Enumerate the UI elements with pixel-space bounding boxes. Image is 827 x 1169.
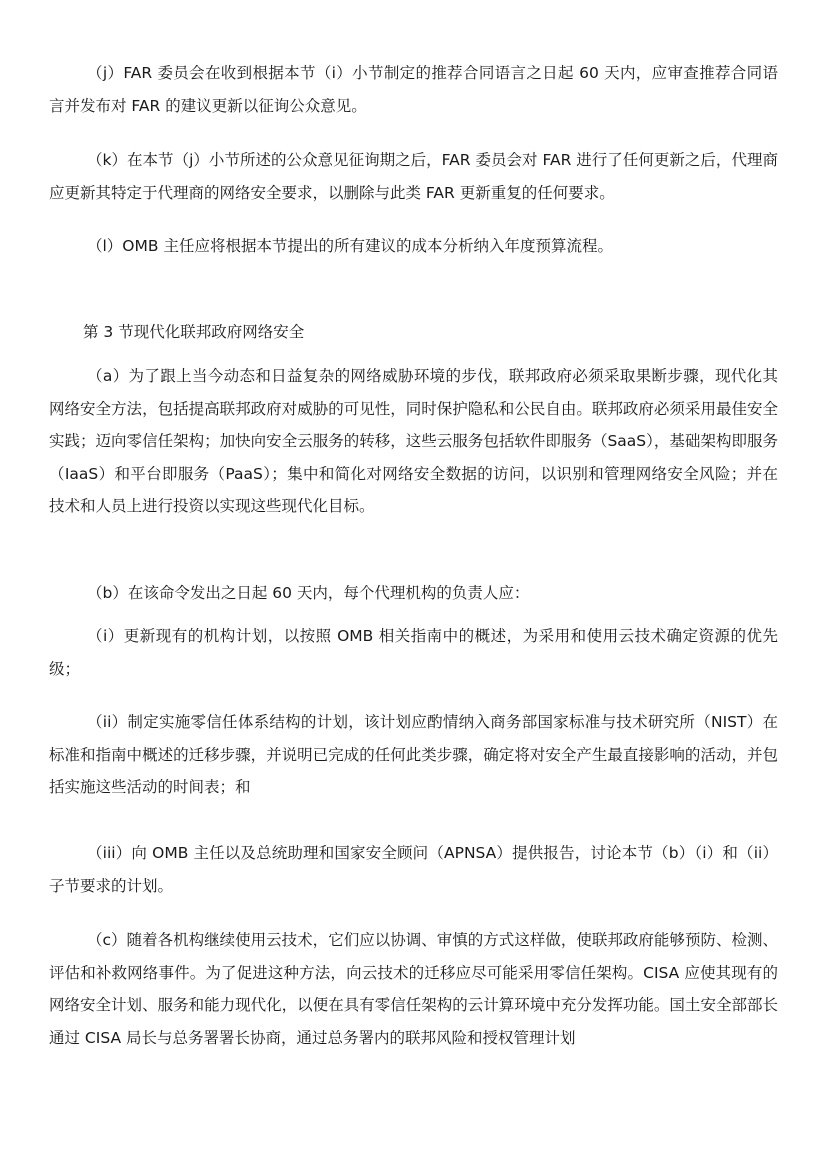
paragraph-j: （j）FAR 委员会在收到根据本节（i）小节制定的推荐合同语言之日起 60 天内，应审查推荐合同语言并发布对 FAR 的建议更新以征询公众意见。 (49, 64, 778, 115)
paragraph-b-ii: （ii）制定实施零信任体系结构的计划，该计划应酌情纳入商务部国家标准与技术研究所（NIST）在标准和指南中概述的迁移步骤，并说明已完成的任何此类步骤，确定将对安全产生最直接影响的活动，并包括实施这些活动的时间表；和 (49, 713, 778, 796)
paragraph-l: （l）OMB 主任应将根据本节提出的所有建议的成本分析纳入年度预算流程。 (87, 237, 613, 255)
paragraph-b: （b）在该命令发出之日起 60 天内，每个代理机构的负责人应： (87, 584, 530, 602)
section-3-heading: 第 3 节现代化联邦政府网络安全 (83, 323, 305, 341)
paragraph-b-iii: （iii）向 OMB 主任以及总统助理和国家安全顾问（APNSA）提供报告，讨论本节（b）（i）和（ii）子节要求的计划。 (49, 844, 778, 895)
paragraph-a: （a）为了跟上当今动态和日益复杂的网络威胁环境的步伐，联邦政府必须采取果断步骤，现代化其网络安全方法，包括提高联邦政府对威胁的可见性，同时保护隐私和公民自由。联邦政府必须采用最佳安全实践；迈向零信任架构；加快向安全云服务的转移，这些云服务包括软件即服务（SaaS），基础架构即服务（IaaS）和平台即服务（PaaS）；集中和简化对网络安全数据的访问，以识别和管理网络安全风险；并在技术和人员上进行投资以实现这些现代化目标。 (49, 367, 778, 515)
paragraph-k: （k）在本节（j）小节所述的公众意见征询期之后，FAR 委员会对 FAR 进行了任何更新之后，代理商应更新其特定于代理商的网络安全要求，以删除与此类 FAR 更新重复的任何要求。 (49, 151, 778, 202)
paragraph-c: （c）随着各机构继续使用云技术，它们应以协调、审慎的方式这样做，使联邦政府能够预防、检测、评估和补救网络事件。为了促进这种方法，向云技术的迁移应尽可能采用零信任架构。CISA 应使其现有的网络安全计划、服务和能力现代化，以便在具有零信任架构的云计算环境中充分发挥功能。国土安全部部长通过 CISA 局长与总务署署长协商，通过总务署内的联邦风险和授权管理计划 (49, 931, 778, 1047)
paragraph-b-i: （i）更新现有的机构计划，以按照 OMB 相关指南中的概述，为采用和使用云技术确定资源的优先级； (49, 627, 778, 678)
